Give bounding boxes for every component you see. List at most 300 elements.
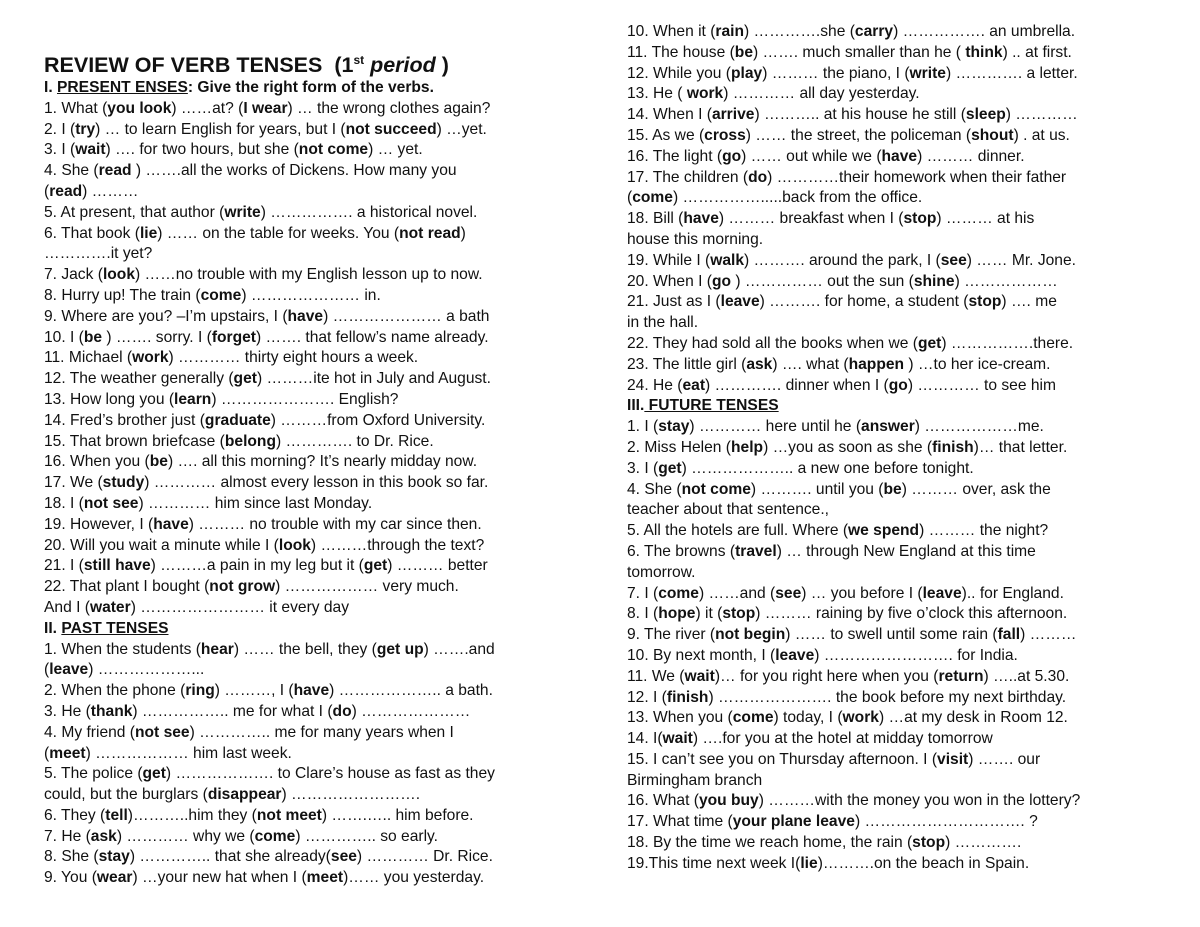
exercise-text: 9. The river ( bbox=[627, 626, 716, 644]
exercise-line bbox=[44, 265, 574, 286]
exercise-text: ) ………. until you ( bbox=[750, 480, 884, 498]
exercise-text: Birmingham branch bbox=[627, 771, 763, 789]
exercise-line bbox=[627, 209, 1172, 230]
exercise-text: ( bbox=[44, 182, 50, 200]
exercise-line bbox=[44, 390, 574, 411]
exercise-text: 14. Fred’s brother just ( bbox=[44, 411, 205, 429]
exercise-text: )………..him they ( bbox=[127, 806, 257, 824]
exercise-line bbox=[627, 84, 1172, 105]
exercise-text: ) …………. dinner when I ( bbox=[705, 376, 889, 394]
verb-prompt: finish bbox=[666, 688, 709, 706]
exercise-text: ) …. all this morning? It’s nearly midday now. bbox=[167, 453, 478, 471]
exercise-text: ) …………………. English? bbox=[211, 390, 399, 408]
exercise-text: 4. She ( bbox=[627, 480, 682, 498]
exercise-text: ) ……. much smaller than he ( bbox=[753, 43, 966, 61]
verb-prompt: visit bbox=[937, 750, 969, 768]
exercise-line bbox=[44, 328, 574, 349]
exercise-text: ) …… on the table for weeks. You ( bbox=[157, 224, 400, 242]
exercise-text: ) ……… bbox=[1020, 626, 1077, 644]
exercise-text: ) ………………… a bath bbox=[323, 307, 490, 325]
exercise-text: 15. I can’t see you on Thursday afternoon. I ( bbox=[627, 750, 938, 768]
exercise-text: ) ……… dinner. bbox=[917, 147, 1025, 165]
exercise-text: )… for you right here when you ( bbox=[714, 667, 939, 685]
exercise-line bbox=[627, 791, 1172, 812]
exercise-text: ) …to her ice-cream. bbox=[904, 355, 1051, 373]
exercise-line bbox=[627, 147, 1172, 168]
exercise-line bbox=[44, 432, 574, 453]
exercise-text: ) ……………. a historical novel. bbox=[260, 203, 478, 221]
exercise-line bbox=[44, 827, 574, 848]
exercise-text: 1. What ( bbox=[44, 99, 108, 117]
exercise-line bbox=[627, 168, 1172, 189]
exercise-line bbox=[627, 750, 1172, 771]
exercise-text: ) …………….....back from the office. bbox=[672, 189, 923, 207]
exercise-text: ) ………….. so early. bbox=[295, 827, 439, 845]
section-number: III. bbox=[627, 397, 645, 415]
exercise-line bbox=[44, 224, 574, 245]
section-number: II. bbox=[44, 619, 62, 637]
exercise-text: 5. All the hotels are full. Where ( bbox=[627, 522, 849, 540]
right-column bbox=[627, 22, 1172, 875]
exercise-text: ) ………….she ( bbox=[744, 23, 855, 40]
exercise-line bbox=[44, 140, 574, 161]
verb-prompt: happen bbox=[848, 355, 905, 373]
exercise-text: ) …… out while we ( bbox=[741, 147, 882, 165]
exercise-line bbox=[44, 723, 574, 744]
verb-prompt: be bbox=[883, 480, 902, 498]
exercise-line bbox=[627, 376, 1172, 397]
verb-prompt: graduate bbox=[204, 411, 271, 429]
exercise-text: 21. I ( bbox=[44, 557, 84, 575]
section-heading-future bbox=[627, 396, 1172, 417]
verb-prompt: leave bbox=[49, 661, 89, 679]
exercise-line bbox=[44, 203, 574, 224]
verb-prompt: get bbox=[658, 459, 682, 477]
exercise-line bbox=[44, 868, 574, 889]
exercise-text: 8. She ( bbox=[44, 848, 99, 866]
page-title bbox=[44, 52, 574, 78]
exercise-text: 12. While you ( bbox=[627, 64, 732, 82]
exercise-text: 16. What ( bbox=[627, 792, 699, 810]
verb-prompt: be bbox=[83, 328, 103, 346]
verb-prompt: come bbox=[254, 827, 296, 845]
exercise-line bbox=[627, 459, 1172, 480]
exercise-line bbox=[627, 625, 1172, 646]
exercise-text: 13. When you ( bbox=[627, 709, 733, 727]
exercise-text: ) …………….. me for what I ( bbox=[132, 702, 333, 720]
exercise-text: 7. He ( bbox=[44, 827, 91, 845]
verb-prompt: leave bbox=[922, 584, 962, 602]
verb-prompt: not come bbox=[298, 141, 369, 159]
exercise-text: ) ……… over, ask the bbox=[901, 480, 1051, 498]
exercise-text: ) ……… breakfast when I ( bbox=[718, 210, 904, 228]
title-superscript: st bbox=[353, 52, 365, 67]
exercise-line bbox=[627, 417, 1172, 438]
verb-prompt: not grow bbox=[209, 578, 276, 596]
exercise-line bbox=[44, 536, 574, 557]
exercise-text: ) … the wrong clothes again? bbox=[287, 99, 491, 117]
verb-prompt: write bbox=[224, 203, 261, 221]
exercise-text: ) …………………… it every day bbox=[130, 598, 350, 616]
exercise-text: ) …… the street, the policeman ( bbox=[745, 126, 972, 144]
exercise-line bbox=[44, 244, 574, 265]
verb-prompt: I wear bbox=[243, 99, 288, 117]
exercise-line bbox=[627, 438, 1172, 459]
title-period-open: (1 bbox=[334, 53, 354, 77]
verb-prompt: play bbox=[731, 64, 763, 82]
future-exercise-list bbox=[627, 417, 1172, 875]
exercise-text: ) ….for you at the hotel at midday tomorrow bbox=[692, 730, 993, 748]
exercise-text: ( bbox=[627, 189, 633, 207]
exercise-text: 11. Michael ( bbox=[44, 349, 133, 367]
exercise-text: ) ………………... bbox=[88, 661, 205, 679]
exercise-text: 3. I ( bbox=[627, 459, 659, 477]
exercise-text: And I ( bbox=[44, 598, 90, 616]
exercise-text: ) …………….there. bbox=[941, 334, 1074, 352]
exercise-text: ) ………………… bbox=[351, 702, 471, 720]
exercise-line bbox=[44, 515, 574, 536]
exercise-text: ) ………….. me for many years when I bbox=[189, 723, 454, 741]
section-instruction: : Give the right form of the verbs. bbox=[187, 79, 434, 96]
exercise-text: 2. Miss Helen ( bbox=[627, 438, 731, 456]
exercise-line bbox=[627, 251, 1172, 272]
exercise-line bbox=[44, 99, 574, 120]
exercise-text: ) ………… him since last Monday. bbox=[138, 494, 373, 512]
verb-prompt: still have bbox=[83, 557, 151, 575]
exercise-line bbox=[627, 334, 1172, 355]
verb-prompt: go bbox=[711, 272, 731, 290]
verb-prompt: rain bbox=[715, 23, 745, 40]
exercise-text: 18. I ( bbox=[44, 494, 84, 512]
exercise-text: 15. That brown briefcase ( bbox=[44, 432, 225, 450]
verb-prompt: arrive bbox=[711, 106, 755, 124]
exercise-text: could, but the burglars ( bbox=[44, 786, 208, 804]
exercise-text: 13. How long you ( bbox=[44, 390, 175, 408]
exercise-text: tomorrow. bbox=[627, 563, 696, 581]
verb-prompt: help bbox=[731, 438, 764, 456]
verb-prompt: study bbox=[102, 474, 145, 492]
past-exercise-list bbox=[44, 640, 574, 890]
exercise-line bbox=[44, 161, 574, 182]
exercise-line bbox=[627, 230, 1172, 251]
exercise-line bbox=[44, 473, 574, 494]
exercise-text: 13. He ( bbox=[627, 85, 687, 103]
exercise-line bbox=[627, 313, 1172, 334]
exercise-text: ) ……… bbox=[82, 182, 139, 200]
exercise-text: ) ………… almost every lesson in this book so far. bbox=[144, 474, 489, 492]
exercise-line bbox=[627, 521, 1172, 542]
exercise-text: ) . at us. bbox=[1013, 126, 1070, 144]
verb-prompt: see bbox=[775, 584, 802, 602]
exercise-text: ) ………….. that she already( bbox=[129, 848, 331, 866]
exercise-line bbox=[627, 480, 1172, 501]
verb-prompt: not begin bbox=[715, 626, 786, 644]
verb-prompt: learn bbox=[174, 390, 212, 408]
exercise-text: 21. Just as I ( bbox=[627, 293, 721, 311]
exercise-text: ) … to learn English for years, but I ( bbox=[95, 120, 346, 138]
verb-prompt: get bbox=[142, 765, 166, 783]
exercise-text: 10. By next month, I ( bbox=[627, 646, 776, 664]
exercise-text: 18. Bill ( bbox=[627, 210, 684, 228]
verb-prompt: belong bbox=[224, 432, 276, 450]
verb-prompt: go bbox=[722, 147, 742, 165]
verb-prompt: lie bbox=[139, 224, 158, 242]
verb-prompt: read bbox=[98, 162, 132, 180]
present-exercise-list bbox=[44, 99, 574, 619]
verb-prompt: walk bbox=[710, 251, 745, 269]
title-main: REVIEW OF VERB TENSES bbox=[44, 53, 323, 77]
exercise-line bbox=[44, 348, 574, 369]
exercise-line bbox=[627, 688, 1172, 709]
verb-prompt: travel bbox=[735, 542, 777, 560]
exercise-text: ) …………their homework when their father bbox=[767, 168, 1067, 186]
exercise-text: ) today, I ( bbox=[773, 709, 843, 727]
verb-prompt: stay bbox=[98, 848, 130, 866]
exercise-text: ) ……………………. for India. bbox=[814, 646, 1018, 664]
exercise-line bbox=[44, 369, 574, 390]
exercise-text: ).. for England. bbox=[961, 584, 1064, 602]
exercise-text: ) ……………………. bbox=[281, 786, 421, 804]
verb-prompt: do bbox=[332, 702, 352, 720]
exercise-line bbox=[627, 729, 1172, 750]
exercise-text: 4. My friend ( bbox=[44, 723, 135, 741]
exercise-text: )… that letter. bbox=[973, 438, 1068, 456]
exercise-text: ) …….and bbox=[423, 640, 495, 658]
verb-prompt: come bbox=[732, 709, 774, 727]
verb-prompt: fall bbox=[997, 626, 1021, 644]
verb-prompt: not see bbox=[135, 723, 190, 741]
exercise-text: 3. He ( bbox=[44, 702, 91, 720]
exercise-text: 6. They ( bbox=[44, 806, 106, 824]
section-heading-present bbox=[44, 78, 574, 99]
verb-prompt: think bbox=[965, 43, 1003, 61]
verb-prompt: work bbox=[686, 85, 724, 103]
verb-prompt: not meet bbox=[256, 806, 322, 824]
exercise-line bbox=[627, 272, 1172, 293]
verb-prompt: tell bbox=[105, 806, 128, 824]
verb-prompt: your plane leave bbox=[732, 813, 855, 831]
verb-prompt: not see bbox=[83, 494, 139, 512]
verb-prompt: answer bbox=[861, 418, 915, 436]
exercise-text: ) …….all the works of Dickens. How many you bbox=[131, 162, 457, 180]
exercise-text: 6. That book ( bbox=[44, 224, 140, 242]
exercise-text: ) ……… at his bbox=[936, 210, 1035, 228]
exercise-text: 5. The police ( bbox=[44, 765, 143, 783]
exercise-text: ) ……………….. a new one before tonight. bbox=[681, 459, 974, 477]
exercise-line bbox=[44, 286, 574, 307]
verb-prompt: get bbox=[363, 557, 388, 575]
verb-prompt: meet bbox=[306, 869, 344, 887]
exercise-text: ) ……………… bbox=[954, 272, 1058, 290]
exercise-text: ) ………from Oxford University. bbox=[270, 411, 486, 429]
exercise-line bbox=[627, 708, 1172, 729]
title-period: period bbox=[364, 53, 436, 77]
exercise-text: 12. I ( bbox=[627, 688, 667, 706]
exercise-text: ………….it yet? bbox=[44, 245, 153, 263]
exercise-line bbox=[627, 355, 1172, 376]
exercise-line bbox=[627, 604, 1172, 625]
exercise-text: ) …. what ( bbox=[772, 355, 849, 373]
exercise-text: ) …………… out the sun ( bbox=[731, 272, 914, 290]
exercise-text: ) ………………me. bbox=[914, 418, 1044, 436]
exercise-text: 20. Will you wait a minute while I ( bbox=[44, 536, 279, 554]
verb-prompt: leave bbox=[720, 293, 760, 311]
exercise-line bbox=[44, 307, 574, 328]
exercise-line bbox=[44, 744, 574, 765]
verb-prompt: meet bbox=[49, 744, 86, 762]
verb-prompt: try bbox=[75, 120, 96, 138]
exercise-text: 5. At present, that author ( bbox=[44, 203, 225, 221]
verb-prompt: come bbox=[200, 286, 242, 304]
exercise-text: 15. As we ( bbox=[627, 126, 705, 144]
exercise-line bbox=[627, 500, 1172, 521]
exercise-text: ) ……………… him last week. bbox=[85, 744, 292, 762]
exercise-text: 1. When the students ( bbox=[44, 640, 201, 658]
exercise-text: 7. Jack ( bbox=[44, 266, 103, 284]
exercise-line bbox=[627, 188, 1172, 209]
verb-prompt: stop bbox=[968, 293, 1002, 311]
exercise-text: ) ………with the money you won in the lottery? bbox=[758, 792, 1081, 810]
verb-prompt: return bbox=[938, 667, 984, 685]
verb-prompt: see bbox=[940, 251, 967, 269]
exercise-text: ) ………… Dr. Rice. bbox=[356, 848, 493, 866]
exercise-text: ) …………. to Dr. Rice. bbox=[275, 432, 434, 450]
exercise-text: ) …………. a letter. bbox=[945, 64, 1078, 82]
exercise-line bbox=[44, 182, 574, 203]
exercise-text: ) it ( bbox=[695, 605, 723, 623]
past-exercise-list-continued bbox=[627, 22, 1172, 396]
exercise-line bbox=[627, 542, 1172, 563]
exercise-text: ) ……………. an umbrella. bbox=[893, 23, 1076, 40]
verb-prompt: wear bbox=[96, 869, 133, 887]
verb-prompt: we spend bbox=[848, 522, 920, 540]
exercise-text: ) ……no trouble with my English lesson up to now. bbox=[135, 266, 483, 284]
exercise-line bbox=[627, 854, 1172, 875]
exercise-text: ) ………, I ( bbox=[214, 682, 294, 700]
verb-prompt: stop bbox=[903, 210, 937, 228]
exercise-text: 20. When I ( bbox=[627, 272, 712, 290]
exercise-text: 4. She ( bbox=[44, 162, 99, 180]
section-heading-past bbox=[44, 619, 574, 640]
exercise-line bbox=[44, 764, 574, 785]
exercise-text: 19. However, I ( bbox=[44, 515, 154, 533]
exercise-text: 12. The weather generally ( bbox=[44, 370, 234, 388]
exercise-text: 10. When it ( bbox=[627, 23, 716, 40]
verb-prompt: wait bbox=[684, 667, 715, 685]
exercise-text: 17. The children ( bbox=[627, 168, 749, 186]
verb-prompt: have bbox=[293, 682, 330, 700]
verb-prompt: write bbox=[909, 64, 946, 82]
exercise-text: ) ………. for home, a student ( bbox=[759, 293, 969, 311]
exercise-text: ) …you as soon as she ( bbox=[763, 438, 933, 456]
exercise-text: ) …. me bbox=[1001, 293, 1057, 311]
exercise-text: house this morning. bbox=[627, 230, 764, 248]
exercise-text: ( bbox=[44, 661, 50, 679]
exercise-line bbox=[44, 556, 574, 577]
verb-prompt: have bbox=[683, 210, 719, 228]
verb-prompt: see bbox=[330, 848, 357, 866]
exercise-text: ) …… to swell until some rain ( bbox=[785, 626, 998, 644]
exercise-text: ) ………… thirty eight hours a week. bbox=[168, 349, 419, 367]
exercise-text: ) ………… why we ( bbox=[116, 827, 255, 845]
verb-prompt: ask bbox=[746, 355, 773, 373]
verb-prompt: work bbox=[842, 709, 879, 727]
verb-prompt: stop bbox=[722, 605, 756, 623]
exercise-text: ) …………………………. ? bbox=[854, 813, 1038, 831]
exercise-text: 8. Hurry up! The train ( bbox=[44, 286, 201, 304]
exercise-text: 16. When you ( bbox=[44, 453, 150, 471]
exercise-text: ) ………a pain in my leg but it ( bbox=[150, 557, 364, 575]
exercise-line bbox=[44, 411, 574, 432]
verb-prompt: wait bbox=[75, 141, 106, 159]
exercise-line bbox=[44, 785, 574, 806]
exercise-text: ) ………… here until he ( bbox=[689, 418, 862, 436]
exercise-text: 17. We ( bbox=[44, 474, 103, 492]
exercise-text: ) … you before I ( bbox=[801, 584, 923, 602]
verb-prompt: leave bbox=[775, 646, 815, 664]
verb-prompt: have bbox=[287, 307, 324, 325]
verb-prompt: get bbox=[917, 334, 942, 352]
exercise-text: 23. The little girl ( bbox=[627, 355, 747, 373]
exercise-text: ) …… the bell, they ( bbox=[233, 640, 377, 658]
verb-prompt: look bbox=[102, 266, 135, 284]
verb-prompt: read bbox=[49, 182, 83, 200]
exercise-text: 9. Where are you? –I’m upstairs, I ( bbox=[44, 307, 288, 325]
exercise-line bbox=[44, 452, 574, 473]
exercise-line bbox=[627, 771, 1172, 792]
exercise-text: ) ………. around the park, I ( bbox=[744, 251, 941, 269]
exercise-line bbox=[627, 584, 1172, 605]
verb-prompt: do bbox=[748, 168, 768, 186]
verb-prompt: shout bbox=[971, 126, 1014, 144]
exercise-text: )…… you yesterday. bbox=[343, 869, 485, 887]
exercise-text: in the hall. bbox=[627, 314, 699, 332]
verb-prompt: stop bbox=[912, 834, 946, 852]
section-number: I. bbox=[44, 79, 57, 96]
verb-prompt: be bbox=[149, 453, 168, 471]
exercise-line bbox=[627, 563, 1172, 584]
exercise-text: ) …………………. the book before my next birthday. bbox=[708, 688, 1067, 706]
exercise-line bbox=[627, 126, 1172, 147]
exercise-line bbox=[44, 494, 574, 515]
exercise-line bbox=[44, 806, 574, 827]
exercise-text: 1. I ( bbox=[627, 418, 659, 436]
verb-prompt: have bbox=[881, 147, 918, 165]
left-column bbox=[44, 0, 574, 889]
exercise-line bbox=[44, 847, 574, 868]
exercise-text: ) ……… raining by five o’clock this afternoon. bbox=[755, 605, 1068, 623]
exercise-text: ) ………… bbox=[1005, 106, 1078, 124]
exercise-line bbox=[627, 292, 1172, 313]
exercise-text: ) ………… to see him bbox=[907, 376, 1056, 394]
exercise-text: 16. The light ( bbox=[627, 147, 723, 165]
exercise-text: ) ……. that fellow’s name already. bbox=[256, 328, 489, 346]
exercise-text: ) ……… the night? bbox=[919, 522, 1049, 540]
exercise-text: ) ………………… in. bbox=[241, 286, 381, 304]
verb-prompt: you buy bbox=[698, 792, 759, 810]
exercise-text: teacher about that sentence., bbox=[627, 501, 829, 519]
section-name: FUTURE TENSES bbox=[644, 397, 779, 415]
verb-prompt: thank bbox=[90, 702, 133, 720]
verb-prompt: stay bbox=[658, 418, 690, 436]
verb-prompt: be bbox=[734, 43, 753, 61]
exercise-text: ) ……… better bbox=[387, 557, 488, 575]
exercise-line bbox=[44, 598, 574, 619]
verb-prompt: cross bbox=[704, 126, 746, 144]
exercise-line bbox=[627, 43, 1172, 64]
exercise-line bbox=[44, 660, 574, 681]
exercise-text: 14. When I ( bbox=[627, 106, 712, 124]
